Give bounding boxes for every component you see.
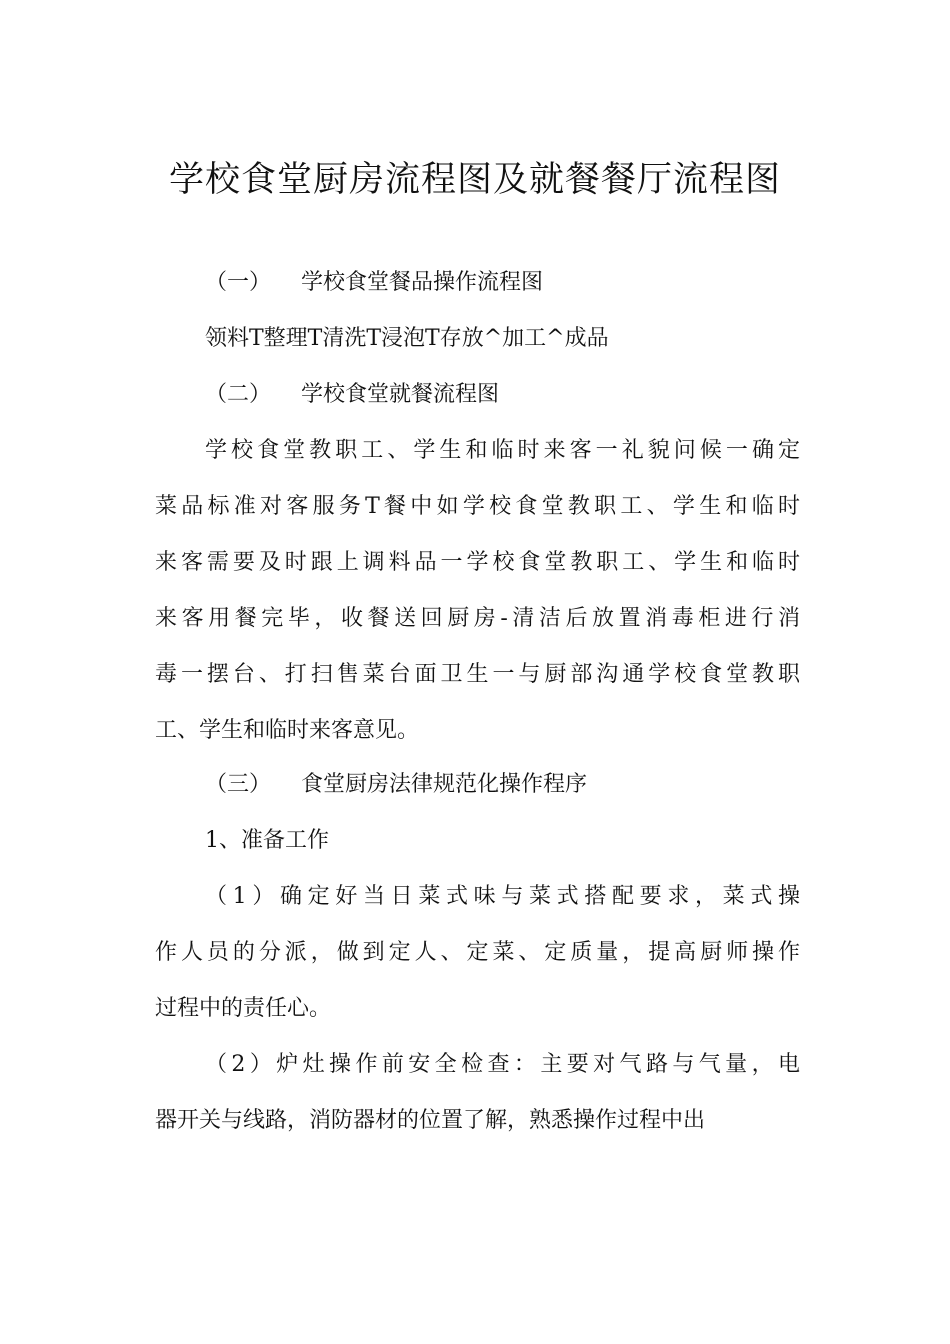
section-title: 学校食堂就餐流程图	[301, 382, 500, 407]
paragraph-line: 毒一摆台、打扫售菜台面卫生一与厨部沟通学校食堂教职	[155, 662, 800, 687]
section-title: 食堂厨房法律规范化操作程序	[301, 772, 588, 797]
document-title: 学校食堂厨房流程图及就餐餐厅流程图	[168, 160, 781, 200]
paragraph-line: 器开关与线路，消防器材的位置了解，熟悉操作过程中出	[155, 1108, 706, 1133]
paragraph-line: 来客用餐完毕，收餐送回厨房-清洁后放置消毒柜进行消	[155, 606, 800, 631]
paragraph-line: 菜品标准对客服务T餐中如学校食堂教职工、学生和临时	[155, 494, 800, 519]
subheading: 1、准备工作	[205, 828, 329, 853]
section-number: （二）	[205, 382, 272, 407]
paragraph-line: 过程中的责任心。	[155, 996, 332, 1021]
paragraph-line: 来客需要及时跟上调料品一学校食堂教职工、学生和临时	[155, 550, 800, 575]
flow-line: 领料T整理T清洗T浸泡T存放^加工^成品	[205, 326, 609, 351]
section-number: （三）	[205, 772, 272, 797]
section-heading-2	[205, 380, 499, 410]
section-heading-1	[205, 268, 543, 298]
paragraph-line: （2）炉灶操作前安全检查：主要对气路与气量，电	[205, 1052, 800, 1077]
paragraph-line: 作人员的分派，做到定人、定菜、定质量，提高厨师操作	[155, 940, 800, 965]
section-heading-3	[205, 770, 587, 800]
paragraph-line: （1）确定好当日菜式味与菜式搭配要求，菜式操	[205, 884, 800, 909]
section-number: （一）	[205, 270, 272, 295]
section-title: 学校食堂餐品操作流程图	[301, 270, 544, 295]
paragraph-line: 学校食堂教职工、学生和临时来客一礼貌问候一确定	[205, 438, 800, 463]
paragraph-line: 工、学生和临时来客意见。	[155, 718, 420, 743]
